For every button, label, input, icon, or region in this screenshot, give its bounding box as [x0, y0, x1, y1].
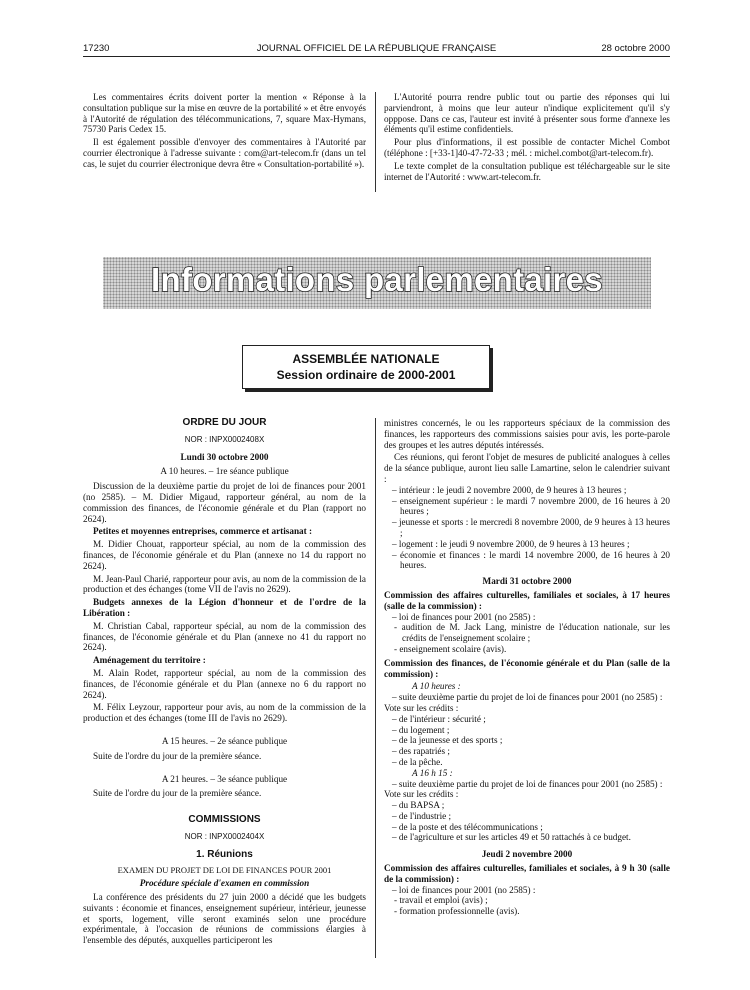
time-heading: A 16 h 15 :: [412, 767, 453, 778]
seance-heading: A 21 heures. – 3e séance publique: [161, 773, 288, 784]
list-item: - travail et emploi (avis) ;: [402, 895, 670, 906]
vote-heading: Vote sur les crédits :: [384, 789, 459, 800]
page-number: 17230: [83, 43, 110, 54]
agenda-paragraph: Ces réunions, qui feront l'objet de mesures de publicité analogues à celles de la séance publique, auront lieu salle Lamartine, selon le calendrier suivant :: [384, 452, 670, 484]
seance-heading: A 10 heures. – 1re séance publique: [160, 466, 289, 477]
list-item: – de la jeunesse et des sports ;: [392, 735, 670, 746]
header-rule: [83, 56, 670, 57]
issue-date: 28 octobre 2000: [601, 43, 670, 54]
list-item: – des rapatriés ;: [392, 746, 670, 757]
day-heading: Jeudi 2 novembre 2000: [481, 849, 573, 860]
agenda-paragraph: M. Félix Leyzour, rapporteur pour avis, au nom de la commission de la production et des échanges (tome III de l'avis no 2629).: [83, 702, 366, 724]
seance-heading: A 15 heures. – 2e séance publique: [161, 735, 288, 746]
session-name: Session ordinaire de 2000-2001: [276, 368, 456, 382]
top-right-column: [384, 92, 670, 182]
agenda-list: [384, 692, 670, 703]
vote-list: [384, 800, 670, 843]
list-item: – enseignement supérieur : le mardi 7 novembre 2000, de 16 heures à 20 heures ;: [392, 496, 670, 518]
banner-title: Informations parlementaires: [151, 261, 603, 298]
ordre-du-jour-title: ORDRE DU JOUR: [182, 417, 267, 428]
agenda-paragraph: Suite de l'ordre du jour de la première séance.: [93, 750, 262, 761]
vote-list: [384, 714, 670, 768]
agenda-paragraph: M. Alain Rodet, rapporteur spécial, au nom de la commission des finances, de l'économie générale et du Plan (annexe no 6 du rapport no 2624).: [83, 667, 366, 700]
agenda-paragraph: M. Didier Chouat, rapporteur spécial, au nom de la commission des finances, de l'économie générale et du Plan (annexe no 14 du rapport no 2624).: [83, 539, 366, 571]
agenda-paragraph: ministres concernés, le ou les rapporteurs spéciaux de la commission des finances, les rapporteurs des commissions saisies pour avis, les porte-parole des groupes et les autres députés intéressés.: [384, 418, 670, 450]
top-right-paragraph: L'Autorité pourra rendre public tout ou partie des réponses qui lui parviendront, à moins que leur auteur n'indique explicitement qu'il s'y opppose. Dans ce cas, l'auteur est invité à présenter sous forme d'annexe les éléments qu'il estime confidentiels.: [384, 92, 670, 135]
examen-heading: EXAMEN DU PROJET DE LOI DE FINANCES POUR 2001: [117, 864, 332, 875]
list-item: – du BAPSA ;: [392, 800, 670, 811]
agenda-paragraph: M. Christian Cabal, rapporteur spécial, au nom de la commission des finances, de l'économie générale et du Plan (annexe no 41 du rapport no 2624).: [83, 620, 366, 653]
top-left-column: [83, 92, 366, 170]
budget-heading: Petites et moyennes entreprises, commerce et artisanat :: [93, 526, 313, 537]
day-heading: Mardi 31 octobre 2000: [482, 576, 572, 587]
calendar-list: [384, 485, 670, 571]
column-divider: [375, 92, 376, 192]
list-item: – de la pêche.: [392, 757, 670, 768]
time-heading: A 10 heures :: [412, 681, 461, 692]
commission-heading: Commission des affaires culturelles, familiales et sociales, à 9 h 30 (salle de la commission) :: [384, 863, 670, 884]
list-item: – suite deuxième partie du projet de loi de finances pour 2001 (no 2585) :: [392, 692, 670, 703]
agenda-paragraph: M. Jean-Paul Charié, rapporteur pour avis, au nom de la commission de la production et des échanges (tome VII de l'avis no 2629).: [83, 573, 366, 595]
top-left-paragraph: Les commentaires écrits doivent porter la mention « Réponse à la consultation publique sur la mise en œuvre de la portabilité » et être envoyés à l'Autorité de régulation des télécommunications, 7, square Max-Hymans, 75730 Paris Cedex 15.: [83, 92, 366, 135]
list-item: – logement : le jeudi 9 novembre 2000, de 9 heures à 13 heures ;: [392, 539, 670, 550]
top-left-paragraph: Il est également possible d'envoyer des commentaires à l'Autorité par courrier électronique à l'adresse suivante : com@art-telecom.fr (dans un tel cas, le sujet du courrier électronique devra être « Consultation-portabilité »).: [83, 137, 366, 169]
nor-reference: NOR : INPX0002404X: [184, 831, 265, 841]
commission-heading: Commission des affaires culturelles, familiales et sociales, à 17 heures (salle de la commission) :: [384, 589, 670, 611]
commission-heading: Commission des finances, de l'économie générale et du Plan (salle de la commission) :: [384, 657, 670, 679]
assembly-box: [242, 345, 490, 389]
list-item: – de l'intérieur : sécurité ;: [392, 714, 670, 725]
agenda-list: [384, 885, 670, 896]
list-item: – du logement ;: [392, 725, 670, 736]
list-item: - enseignement scolaire (avis).: [402, 644, 670, 655]
list-item: – jeunesse et sports : le mercredi 8 novembre 2000, de 9 heures à 13 heures ;: [392, 517, 670, 539]
agenda-list: [384, 779, 670, 790]
agenda-paragraph: Suite de l'ordre du jour de la première séance.: [93, 788, 262, 799]
agenda-paragraph: Discussion de la deuxième partie du projet de loi de finances pour 2001 (no 2585). – M. Didier Migaud, rapporteur général, au nom de la commission des finances, de l'économie générale et du Plan (rapport no 2624).: [83, 481, 366, 524]
reunions-heading: 1. Réunions: [196, 848, 253, 860]
budget-heading: Budgets annexes de la Légion d'honneur et de l'ordre de la Libération :: [83, 597, 366, 618]
list-item: – intérieur : le jeudi 2 novembre 2000, de 9 heures à 13 heures ;: [392, 485, 670, 496]
list-item: – de la poste et des télécommunications ;: [392, 822, 670, 833]
left-column: [83, 418, 366, 946]
list-item: – économie et finances : le mardi 14 novembre 2000, de 16 heures à 20 heures.: [392, 550, 670, 572]
column-divider: [375, 418, 376, 958]
right-column: [384, 418, 670, 917]
vote-heading: Vote sur les crédits :: [384, 702, 459, 713]
agenda-list: [384, 612, 670, 623]
budget-heading: Aménagement du territoire :: [93, 655, 206, 666]
list-item: – loi de finances pour 2001 (no 2585) :: [392, 885, 670, 896]
list-item: - formation professionnelle (avis).: [402, 906, 670, 917]
top-right-paragraph: Le texte complet de la consultation publique est téléchargeable sur le site internet de l'Autorité : www.art-telecom.fr.: [384, 160, 670, 182]
procedure-heading: Procédure spéciale d'examen en commission: [139, 878, 310, 889]
list-item: – loi de finances pour 2001 (no 2585) :: [392, 612, 670, 623]
assembly-name: ASSEMBLÉE NATIONALE: [292, 352, 440, 366]
top-right-paragraph: Pour plus d'informations, il est possible de contacter Michel Combot (téléphone : [+33-1]40-47-72-33 ; mél. : michel.combot@art-telecom.fr).: [384, 137, 670, 158]
list-item: – de l'industrie ;: [392, 811, 670, 822]
day-heading: Lundi 30 octobre 2000: [180, 451, 269, 462]
nor-reference: NOR : INPX0002408X: [184, 434, 265, 444]
list-item: – de l'agriculture et sur les articles 49 et 50 rattachés à ce budget.: [392, 832, 670, 843]
agenda-sublist: [384, 622, 670, 654]
list-item: – suite deuxième partie du projet de loi de finances pour 2001 (no 2585) :: [392, 779, 670, 790]
section-banner: [103, 257, 651, 309]
agenda-paragraph: La conférence des présidents du 27 juin 2000 a décidé que les budgets suivants : économie et finances, enseignement supérieur, intérieur, jeunesse et sports, logement, ville seront examinés selon une procédure expérimentale, à l'occasion de réunions de commissions élargies à l'ensemble des députés, auxquelles participeront les: [83, 892, 366, 946]
list-item: - audition de M. Jack Lang, ministre de l'éducation nationale, sur les crédits de l'enseignement scolaire ;: [402, 622, 670, 644]
journal-title: JOURNAL OFFICIEL DE LA RÉPUBLIQUE FRANÇAISE: [256, 43, 497, 54]
agenda-sublist: [384, 895, 670, 917]
commissions-title: COMMISSIONS: [188, 814, 261, 826]
